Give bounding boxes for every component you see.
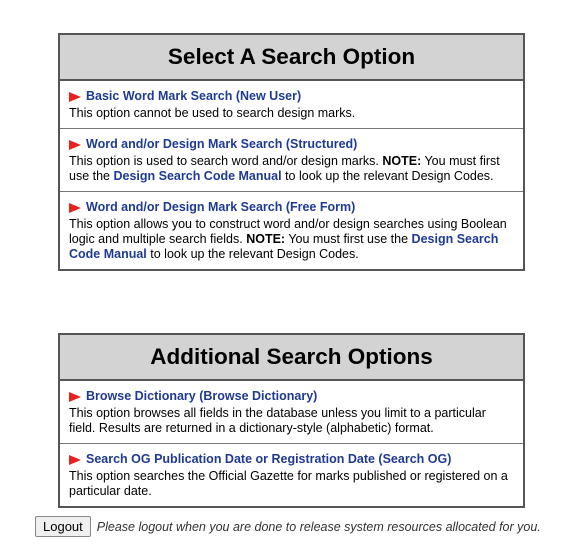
- panel-title: Select A Search Option: [60, 35, 523, 81]
- logout-message: Please logout when you are done to release system resources allocated for you.: [96, 519, 541, 534]
- browse-dictionary-link[interactable]: Browse Dictionary (Browse Dictionary): [86, 389, 318, 403]
- search-og-link[interactable]: Search OG Publication Date or Registration Date (Search OG): [86, 452, 452, 466]
- option-browse-dictionary: [60, 381, 523, 443]
- note-label: NOTE:: [382, 154, 422, 168]
- option-description: This option is used to search word and/or design marks. NOTE: You must first use the Design Search Code Manual to look up the relevant Design Codes.: [69, 154, 500, 183]
- option-description: This option searches the Official Gazette for marks published or registered on a particular date.: [69, 469, 508, 498]
- design-search-code-manual-link[interactable]: Design Search Code Manual: [69, 232, 499, 261]
- red-arrow-icon: [69, 455, 81, 465]
- option-basic-word-mark: [60, 81, 523, 128]
- search-options-panel: [58, 33, 525, 271]
- red-arrow-icon: [69, 203, 81, 213]
- additional-options-panel: [58, 333, 525, 508]
- option-structured-search: [60, 128, 523, 191]
- free-form-search-link[interactable]: Word and/or Design Mark Search (Free Form): [86, 200, 356, 214]
- option-description: This option browses all fields in the database unless you limit to a particular field. Results are returned in a dictionary-style (alphabetic) format.: [69, 406, 486, 435]
- option-description: This option allows you to construct word and/or design searches using Boolean logic and multiple search fields. NOTE: You must first use the Design Search Code Manual to look up the relevant Design Codes.: [69, 217, 507, 261]
- logout-button[interactable]: Logout: [35, 516, 91, 537]
- option-search-og: [60, 443, 523, 506]
- design-search-code-manual-link[interactable]: Design Search Code Manual: [113, 169, 282, 183]
- note-label: NOTE:: [246, 232, 286, 246]
- red-arrow-icon: [69, 140, 81, 150]
- red-arrow-icon: [69, 392, 81, 402]
- red-arrow-icon: [69, 92, 81, 102]
- footer: [35, 516, 541, 537]
- structured-search-link[interactable]: Word and/or Design Mark Search (Structured): [86, 137, 358, 151]
- option-description: This option cannot be used to search design marks.: [69, 106, 356, 120]
- panel-title: Additional Search Options: [60, 335, 523, 381]
- basic-word-mark-search-link[interactable]: Basic Word Mark Search (New User): [86, 89, 302, 103]
- option-free-form-search: [60, 191, 523, 269]
